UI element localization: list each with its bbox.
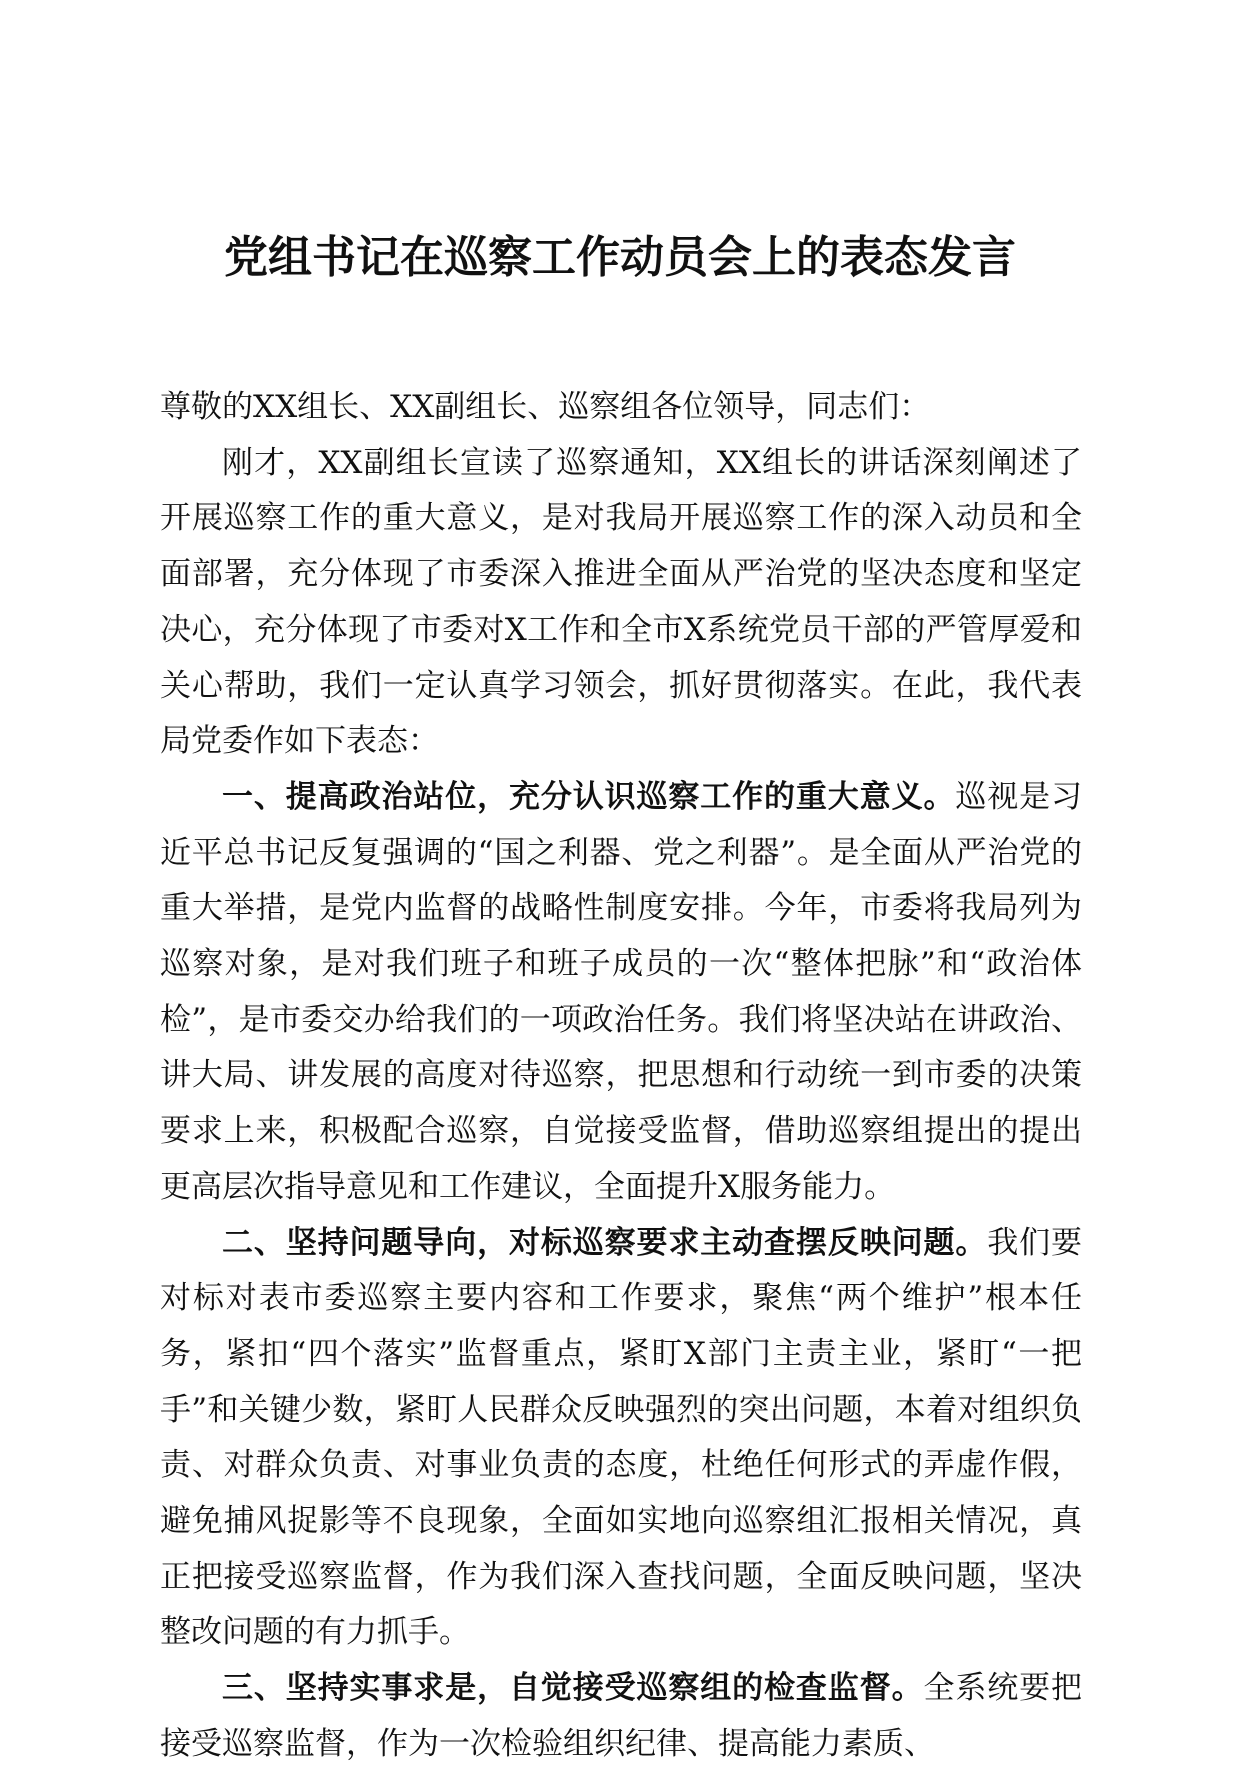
section-heading-1: 一、提高政治站位，充分认识巡察工作的重大意义。 (222, 778, 956, 815)
salutation: 尊敬的XX组长、XX副组长、巡察组各位领导，同志们： (160, 389, 931, 425)
section-paragraph-2 (160, 1216, 1082, 1662)
document-body (160, 380, 1082, 1773)
section-paragraph-3 (160, 1661, 1082, 1772)
section-heading-3: 三、坚持实事求是，自觉接受巡察组的检查监督。 (222, 1670, 924, 1707)
section-heading-2: 二、坚持问题导向，对标巡察要求主动查摆反映问题。 (222, 1224, 988, 1261)
intro-paragraph: 刚才，XX副组长宣读了巡察通知，XX组长的讲话深刻阐述了开展巡察工作的重大意义，是对我局开展巡察工作的深入动员和全面部署，充分体现了市委深入推进全面从严治党的坚决态度和坚定决心，充分体现了市委对X工作和全市X系统党员干部的严管厚爱和关心帮助，我们一定认真学习领会，抓好贯彻落实。在此，我代表局党委作如下表态： (160, 444, 1082, 760)
section-body-2: 我们要对标对表市委巡察主要内容和工作要求，聚焦“两个维护”根本任务，紧扣“四个落实”监督重点，紧盯X部门主责主业，紧盯“一把手”和关键少数，紧盯人民群众反映强烈的突出问题，本着对组织负责、对群众负责、对事业负责的态度，杜绝任何形式的弄虚作假，避免捕风捉影等不良现象，全面如实地向巡察组汇报相关情况，真正把接受巡察监督，作为我们深入查找问题，全面反映问题，坚决整改问题的有力抓手。 (160, 1224, 1083, 1651)
section-body-3: 全系统要把接受巡察监督，作为一次检验组织纪律、提高能力素质、 (160, 1670, 1083, 1762)
section-body-1: 巡视是习近平总书记反复强调的“国之利器、党之利器”。是全面从严治党的重大举措，是党内监督的战略性制度安排。今年，市委将我局列为巡察对象，是对我们班子和班子成员的一次“整体把脉”和“政治体检”，是市委交办给我们的一项政治任务。我们将坚决站在讲政治、讲大局、讲发展的高度对待巡察，把思想和行动统一到市委的决策要求上来，积极配合巡察，自觉接受监督，借助巡察组提出的提出更高层次指导意见和工作建议，全面提升X服务能力。 (160, 778, 1082, 1205)
page-title: 党组书记在巡察工作动员会上的表态发言 (224, 232, 1016, 283)
section-paragraph-1 (160, 770, 1082, 1216)
